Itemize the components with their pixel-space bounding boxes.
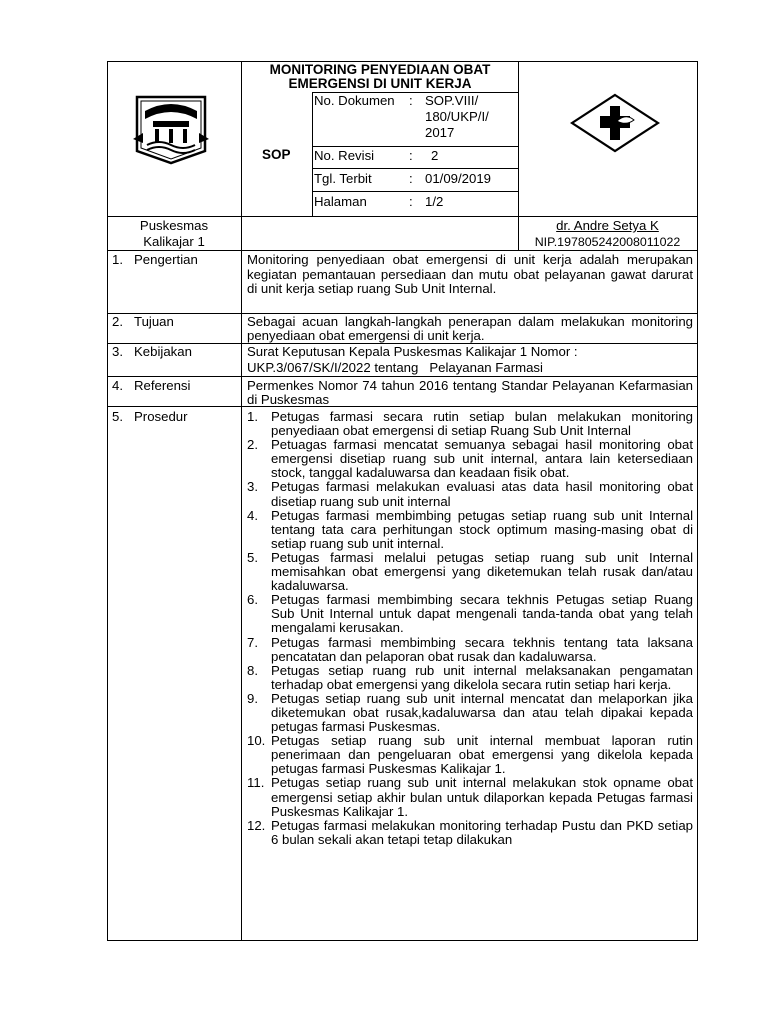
section-text-tujuan: Sebagai acuan langkah-langkah penerapan dalam melakukan monitoring penyediaan obat emergensi di unit kerja. — [247, 314, 693, 343]
procedure-step-text: Petugas farmasi membimbing secara tekhnis Petugas setiap Ruang Sub Unit Internal untuk dapat mengenali tanda-tanda obat yang telah mengalami kerusakan. — [271, 592, 693, 636]
procedure-step-number: 2. — [247, 437, 258, 453]
document-title-line2: EMERGENSI DI UNIT KERJA — [288, 75, 472, 91]
section-text-kebijakan-line1: Surat Keputusan Kepala Puskesmas Kalikajar 1 Nomor : — [247, 344, 578, 359]
procedure-step — [247, 410, 693, 438]
procedure-step-text: Petugas farmasi secara rutin setiap bulan melakukan monitoring penyediaan obat emergensi di setiap Ruang Sub Unit Internal — [271, 409, 693, 439]
procedure-step — [247, 509, 693, 551]
field-value-dokumen-1: SOP.VIII/ — [425, 93, 479, 108]
procedure-step-number: 10. — [247, 733, 266, 749]
procedure-step-text: Petugas setiap ruang sub unit internal melakukan stok opname obat emergensi setiap akhir bulan untuk dilaporkan kepada Petugas farmasi Puskesmas Kalikajar 1. — [271, 775, 693, 819]
field-value-dokumen-2: 180/UKP/I/ — [425, 109, 489, 124]
procedure-step — [247, 551, 693, 593]
org-name-line2: Kalikajar 1 — [143, 234, 205, 249]
regency-emblem-icon — [131, 93, 211, 165]
border-org-bottom — [107, 250, 698, 251]
procedure-step — [247, 819, 693, 847]
procedure-step-text: Petuagas farmasi mencatat semuanya sebagai hasil monitoring obat emergensi disetiap ruang sub unit internal, antara lain ketersediaan stock, tanggal kadaluwarsa dan keadaan fisik obat. — [271, 437, 693, 481]
procedure-step — [247, 438, 693, 480]
field-label-halaman: Halaman — [314, 194, 367, 209]
procedure-step-number: 3. — [247, 479, 258, 495]
section-number-1: 1. — [112, 252, 123, 267]
section-label-kebijakan: Kebijakan — [134, 344, 192, 359]
field-label-dokumen: No. Dokumen — [314, 93, 395, 108]
border-right — [697, 61, 698, 941]
border-header-bottom — [107, 216, 698, 217]
procedure-step-text: Petugas setiap ruang rub unit internal melaksanakan pengamatan terhadap obat emergensi yang dikelola secara rutin setiap hari kerja. — [271, 662, 693, 692]
border-bottom — [107, 940, 698, 941]
document-title — [242, 63, 518, 90]
procedure-step-number: 12. — [247, 817, 266, 833]
puskesmas-cross-icon — [570, 93, 660, 153]
procedure-step-text: Petugas setiap ruang sub unit internal mencatat dan melaporkan jika diketemukan obat rusak,kadaluwarsa dan atau telah dipakai kepada petugas farmasi Puskesmas. — [271, 690, 693, 735]
field-sep-terbit: : — [409, 171, 413, 186]
section-label-prosedur: Prosedur — [134, 409, 188, 424]
field-value-terbit: 01/09/2019 — [425, 171, 492, 186]
procedure-step — [247, 636, 693, 664]
procedure-step-number: 5. — [247, 549, 258, 565]
border-revisi-bottom — [312, 168, 518, 169]
border-left — [107, 61, 108, 941]
border-sop-right — [312, 92, 313, 216]
procedure-step-number: 9. — [247, 690, 258, 706]
section-text-pengertian: Monitoring penyediaan obat emergensi di unit kerja adalah merupakan kegiatan pemantauan persediaan dan mutu obat pelayanan gawat darurat di unit kerja setiap ruang Sub Unit Internal. — [247, 252, 693, 297]
field-value-dokumen-3: 2017 — [425, 125, 455, 140]
procedure-step — [247, 480, 693, 508]
procedure-step — [247, 593, 693, 635]
document-title-line1: MONITORING PENYEDIAAN OBAT — [269, 62, 491, 77]
procedure-step-text: Petugas farmasi membimbing secara tekhnis tentang tata laksana pencatatan dan pelaporan obat rusak dan kadaluwarsa. — [271, 634, 693, 664]
procedure-list — [247, 410, 693, 847]
section-number-5: 5. — [112, 409, 123, 424]
procedure-step-number: 6. — [247, 592, 258, 608]
procedure-step-number: 8. — [247, 662, 258, 678]
procedure-step-text: Petugas farmasi membimbing petugas setiap ruang sub unit Internal tentang tata cara perhitungan stock optimum masing-masing obat di setiap ruang sub unit internal. — [271, 507, 693, 551]
section-text-referensi: Permenkes Nomor 74 tahun 2016 tentang Standar Pelayanan Kefarmasian di Puskesmas — [247, 378, 693, 407]
field-value-revisi: 2 — [431, 148, 439, 163]
procedure-step-text: Petugas farmasi melakukan evaluasi atas data hasil monitoring obat disetiap ruang sub unit internal — [271, 479, 693, 509]
field-value-halaman: 1/2 — [425, 194, 444, 209]
section-number-3: 3. — [112, 344, 123, 359]
procedure-step-number: 7. — [247, 634, 258, 650]
sop-label: SOP — [262, 147, 291, 162]
signer-nip: NIP.197805242008011022 — [534, 235, 681, 249]
field-sep-halaman: : — [409, 194, 413, 209]
section-number-4: 4. — [112, 378, 123, 393]
procedure-step — [247, 664, 693, 692]
field-sep-dokumen: : — [409, 93, 413, 108]
procedure-step-text: Petugas farmasi melalui petugas setiap ruang sub unit Internal memisahkan obat emergensi yang diketemukan telah rusak dan/atau kadaluwarsa. — [271, 549, 693, 594]
procedure-step-number: 1. — [247, 409, 258, 424]
border-terbit-bottom — [312, 191, 518, 192]
border-row3-bottom — [107, 376, 698, 377]
field-sep-revisi: : — [409, 148, 413, 163]
procedure-step — [247, 776, 693, 818]
section-label-referensi: Referensi — [134, 378, 191, 393]
field-label-revisi: No. Revisi — [314, 148, 375, 163]
border-dokumen-bottom — [312, 146, 518, 147]
section-number-2: 2. — [112, 314, 123, 329]
section-label-tujuan: Tujuan — [134, 314, 174, 329]
field-label-terbit: Tgl. Terbit — [314, 171, 372, 186]
procedure-step-number: 4. — [247, 507, 258, 523]
border-col1-right — [241, 61, 242, 941]
procedure-step — [247, 692, 693, 734]
section-text-kebijakan-line2: UKP.3/067/SK/I/2022 tentang Pelayanan Farmasi — [247, 360, 543, 375]
procedure-step — [247, 734, 693, 776]
procedure-step-text: Petugas farmasi melakukan monitoring terhadap Pustu dan PKD setiap 6 bulan sekali akan tetapi tetap dilakukan — [271, 817, 693, 847]
procedure-step-text: Petugas setiap ruang sub unit internal membuat laporan rutin penerimaan dan pengeluaran obat emergensi yang dikelola kepada petugas farmasi Puskesmas Kalikajar 1. — [271, 733, 693, 777]
org-name-line1: Puskesmas — [139, 218, 209, 233]
section-label-pengertian: Pengertian — [134, 252, 198, 267]
procedure-step-number: 11. — [247, 775, 265, 791]
signer-name: dr. Andre Setya K — [556, 218, 659, 233]
